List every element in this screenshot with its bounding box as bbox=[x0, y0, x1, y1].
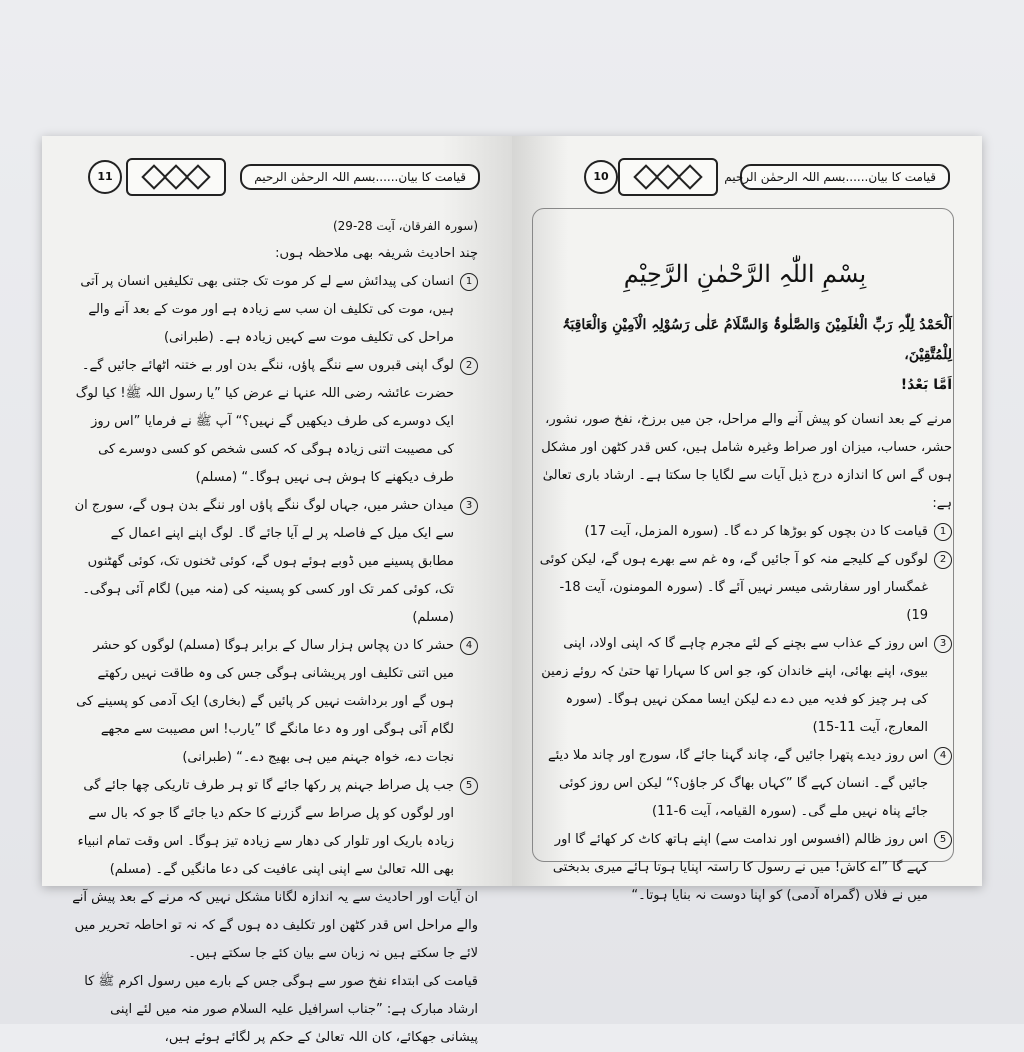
item-text: لوگوں کے کلیجے منہ کو آ جائیں گے، وہ غم سے بھرے ہوں گے، لیکن کوئی غمگسار اور سفارشی میسر نہیں آئے گا۔ (سورہ المومنون، آیت 18-19) bbox=[539, 552, 928, 623]
item-text: اس روز دیدے پتھرا جائیں گے، چاند گہنا جائے گا، سورج اور چاند ملا دیئے جائیں گے۔ انسان کہے گا ”کہاں بھاگ کر جاؤں؟“ لیکن اس روز کوئی جائے پناہ نہیں ملے گی۔ (سورہ القیامہ، آیت 6-11) bbox=[547, 748, 928, 819]
right-page bbox=[512, 136, 982, 903]
list-item bbox=[72, 772, 478, 884]
page-number: 11 bbox=[88, 160, 122, 194]
left-page bbox=[42, 136, 512, 1045]
page-header bbox=[70, 158, 484, 198]
item-number: 1 bbox=[934, 523, 952, 541]
ornament-icon bbox=[126, 158, 226, 196]
intro: مرنے کے بعد انسان کو پیش آنے والے مراحل، جن میں برزخ، نفخ صور، نشور، حشر، حساب، میزان اور صراط وغیرہ شامل ہیں، کس قدر کٹھن اور مشکل ہوں گے اس کا اندازہ درج ذیل آیات سے لگایا جا سکتا ہے۔ ارشاد باری تعالیٰ ہے: bbox=[541, 412, 952, 511]
item-text: اس روز کے عذاب سے بچنے کے لئے مجرم چاہے گا کہ اپنی اولاد، اپنی بیوی، اپنے بھائی، اپنے خاندان کو، جو اس کا سہارا تھا حتیٰ کہ روئے زمین کی ہر چیز کو فدیہ میں دے دے لیکن ایسا ممکن نہیں ہوگا۔ (سورہ المعارج، آیت 11-15) bbox=[541, 636, 928, 735]
list-item bbox=[72, 492, 478, 632]
header-frame bbox=[724, 164, 950, 190]
closing-paragraph: قیامت کی ابتداء نفخ صور سے ہوگی جس کے بارے میں رسول اکرم ﷺ کا ارشاد مبارک ہے: ”جناب اسرافیل علیہ السلام صور منہ میں لئے اپنی پیشانی جھکائے، کان اللہ تعالیٰ کے حکم پر لگائے ہوئے ہیں، bbox=[84, 974, 478, 1045]
item-number: 3 bbox=[934, 635, 952, 653]
reference: (سورہ الفرقان، آیت 28-29) bbox=[332, 219, 478, 233]
ornament-icon bbox=[618, 158, 718, 196]
open-book bbox=[42, 136, 982, 1045]
page-body bbox=[538, 196, 952, 903]
item-number: 5 bbox=[934, 831, 952, 849]
intro: چند احادیث شریفہ بھی ملاحظہ ہوں: bbox=[275, 246, 478, 261]
list-item bbox=[538, 826, 952, 910]
item-number: 2 bbox=[460, 357, 478, 375]
item-text: انسان کی پیدائش سے لے کر موت تک جتنی بھی تکلیفیں انسان پر آتی ہیں، موت کی تکلیف ان سب سے زیادہ ہے اور موت کے بعد آنے والے مراحل کی تکلیف موت سے کہیں زیادہ ہے۔ (طبرانی) bbox=[80, 274, 454, 345]
page-header bbox=[540, 158, 954, 198]
item-number: 5 bbox=[460, 777, 478, 795]
item-text: جب پل صراط جہنم پر رکھا جائے گا تو ہر طرف تاریکی چھا جائے گی اور لوگوں کو پل صراط سے گزرنے کا حکم دیا جائے گا جو کہ بال سے زیادہ باریک اور تلوار کی دھار سے زیادہ تیز ہوگا۔ اس وقت تمام انبیاء بھی اللہ تعالیٰ سے اپنی اپنی عافیت کی دعا مانگیں گے۔ (مسلم) bbox=[77, 778, 454, 877]
list-item bbox=[538, 742, 952, 826]
item-number: 2 bbox=[934, 551, 952, 569]
item-number: 4 bbox=[460, 637, 478, 655]
list-item bbox=[538, 630, 952, 742]
item-number: 1 bbox=[460, 273, 478, 291]
list-item bbox=[538, 546, 952, 630]
item-text: اس روز ظالم (افسوس اور ندامت سے) اپنے ہاتھ کاٹ کر کھائے گا اور کہے گا ”اے کاش! میں نے رسول کا راستہ اپنایا ہوتا ہائے میری بدبختی میں نے فلاں (گمراہ آدمی) کو اپنا دوست نہ بنایا ہوتا۔“ bbox=[552, 832, 928, 903]
page-number: 10 bbox=[584, 160, 618, 194]
item-number: 3 bbox=[460, 497, 478, 515]
item-text: میدان حشر میں، جہاں لوگ ننگے پاؤں اور ننگے بدن ہوں گے، سورج ان سے ایک میل کے فاصلہ پر لے آیا جائے گا۔ لوگ اپنے اپنے اعمال کے مطابق پسینے میں ڈوبے ہوئے ہوں گے، کوئی ٹخنوں تک، کوئی گھٹنوں تک، کوئی کمر تک اور کسی کو پسینہ کی (منہ میں) لگام آئی ہوگی۔ (مسلم) bbox=[74, 498, 454, 625]
hamd-text: اَلْحَمْدُ لِلّٰہِ رَبِّ الْعٰلَمِیْنَ وَالصَّلٰوۃُ وَالسَّلَامُ عَلٰی رَسُوْلِہِ الْاَمِیْنِ وَالْعَاقِبَۃُ لِلْمُتَّقِیْنَ، bbox=[562, 317, 952, 363]
header-frame bbox=[240, 164, 480, 190]
page-body bbox=[72, 212, 478, 1045]
amma-baad: اَمَّا بَعْدُ! bbox=[900, 377, 952, 393]
list-item bbox=[72, 632, 478, 772]
item-text: حشر کا دن پچاس ہزار سال کے برابر ہوگا (مسلم) لوگوں کو حشر میں اتنی تکلیف اور پریشانی ہوگی جس کی وہ طاقت نہیں رکھتے ہوں گے اور برداشت نہیں کر پائیں گے (بخاری) ایک آدمی کو پسینے کی لگام آئی ہوگی اور وہ دعا مانگے گا ”یارب! اس مصیبت سے مجھے نجات دے، خواہ جہنم میں ہی بھیج دے۔“ (طبرانی) bbox=[76, 638, 454, 765]
item-text: قیامت کا دن بچوں کو بوڑھا کر دے گا۔ (سورہ المزمل، آیت 17) bbox=[584, 524, 928, 539]
bismillah: بِسْمِ اللّٰہِ الرَّحْمٰنِ الرَّحِیْمِ bbox=[623, 260, 867, 288]
closing-paragraph: ان آیات اور احادیث سے یہ اندازہ لگانا مشکل نہیں کہ مرنے کے بعد پیش آنے والے مراحل اس قدر کٹھن اور تکلیف دہ ہوں گے کہ نہ تو احاطہ تحریر میں لائے جا سکتے ہیں نہ زبان سے بیان کئے جا سکتے ہیں۔ bbox=[72, 890, 478, 961]
list-item bbox=[72, 268, 478, 352]
list-item bbox=[72, 352, 478, 492]
list-item bbox=[538, 518, 952, 546]
item-text: لوگ اپنی قبروں سے ننگے پاؤں، ننگے بدن اور بے ختنہ اٹھائے جائیں گے۔ حضرت عائشہ رضی اللہ عنہا نے عرض کیا ”یا رسول اللہ ﷺ! کیا لوگ ایک دوسرے کی طرف دیکھیں گے نہیں؟“ آپ ﷺ نے فرمایا ”اس روز کی مصیبت اتنی زیادہ ہوگی کہ کسی شخص کو کسی دوسرے کی طرف دیکھنے کا ہوش ہی نہیں ہوگا۔“ (مسلم) bbox=[75, 358, 454, 485]
item-number: 4 bbox=[934, 747, 952, 765]
header-title: قیامت کا بیان......بسم اللہ الرحمٰن الرحیم bbox=[724, 170, 936, 184]
header-title: قیامت کا بیان......بسم اللہ الرحمٰن الرحیم bbox=[254, 170, 466, 184]
